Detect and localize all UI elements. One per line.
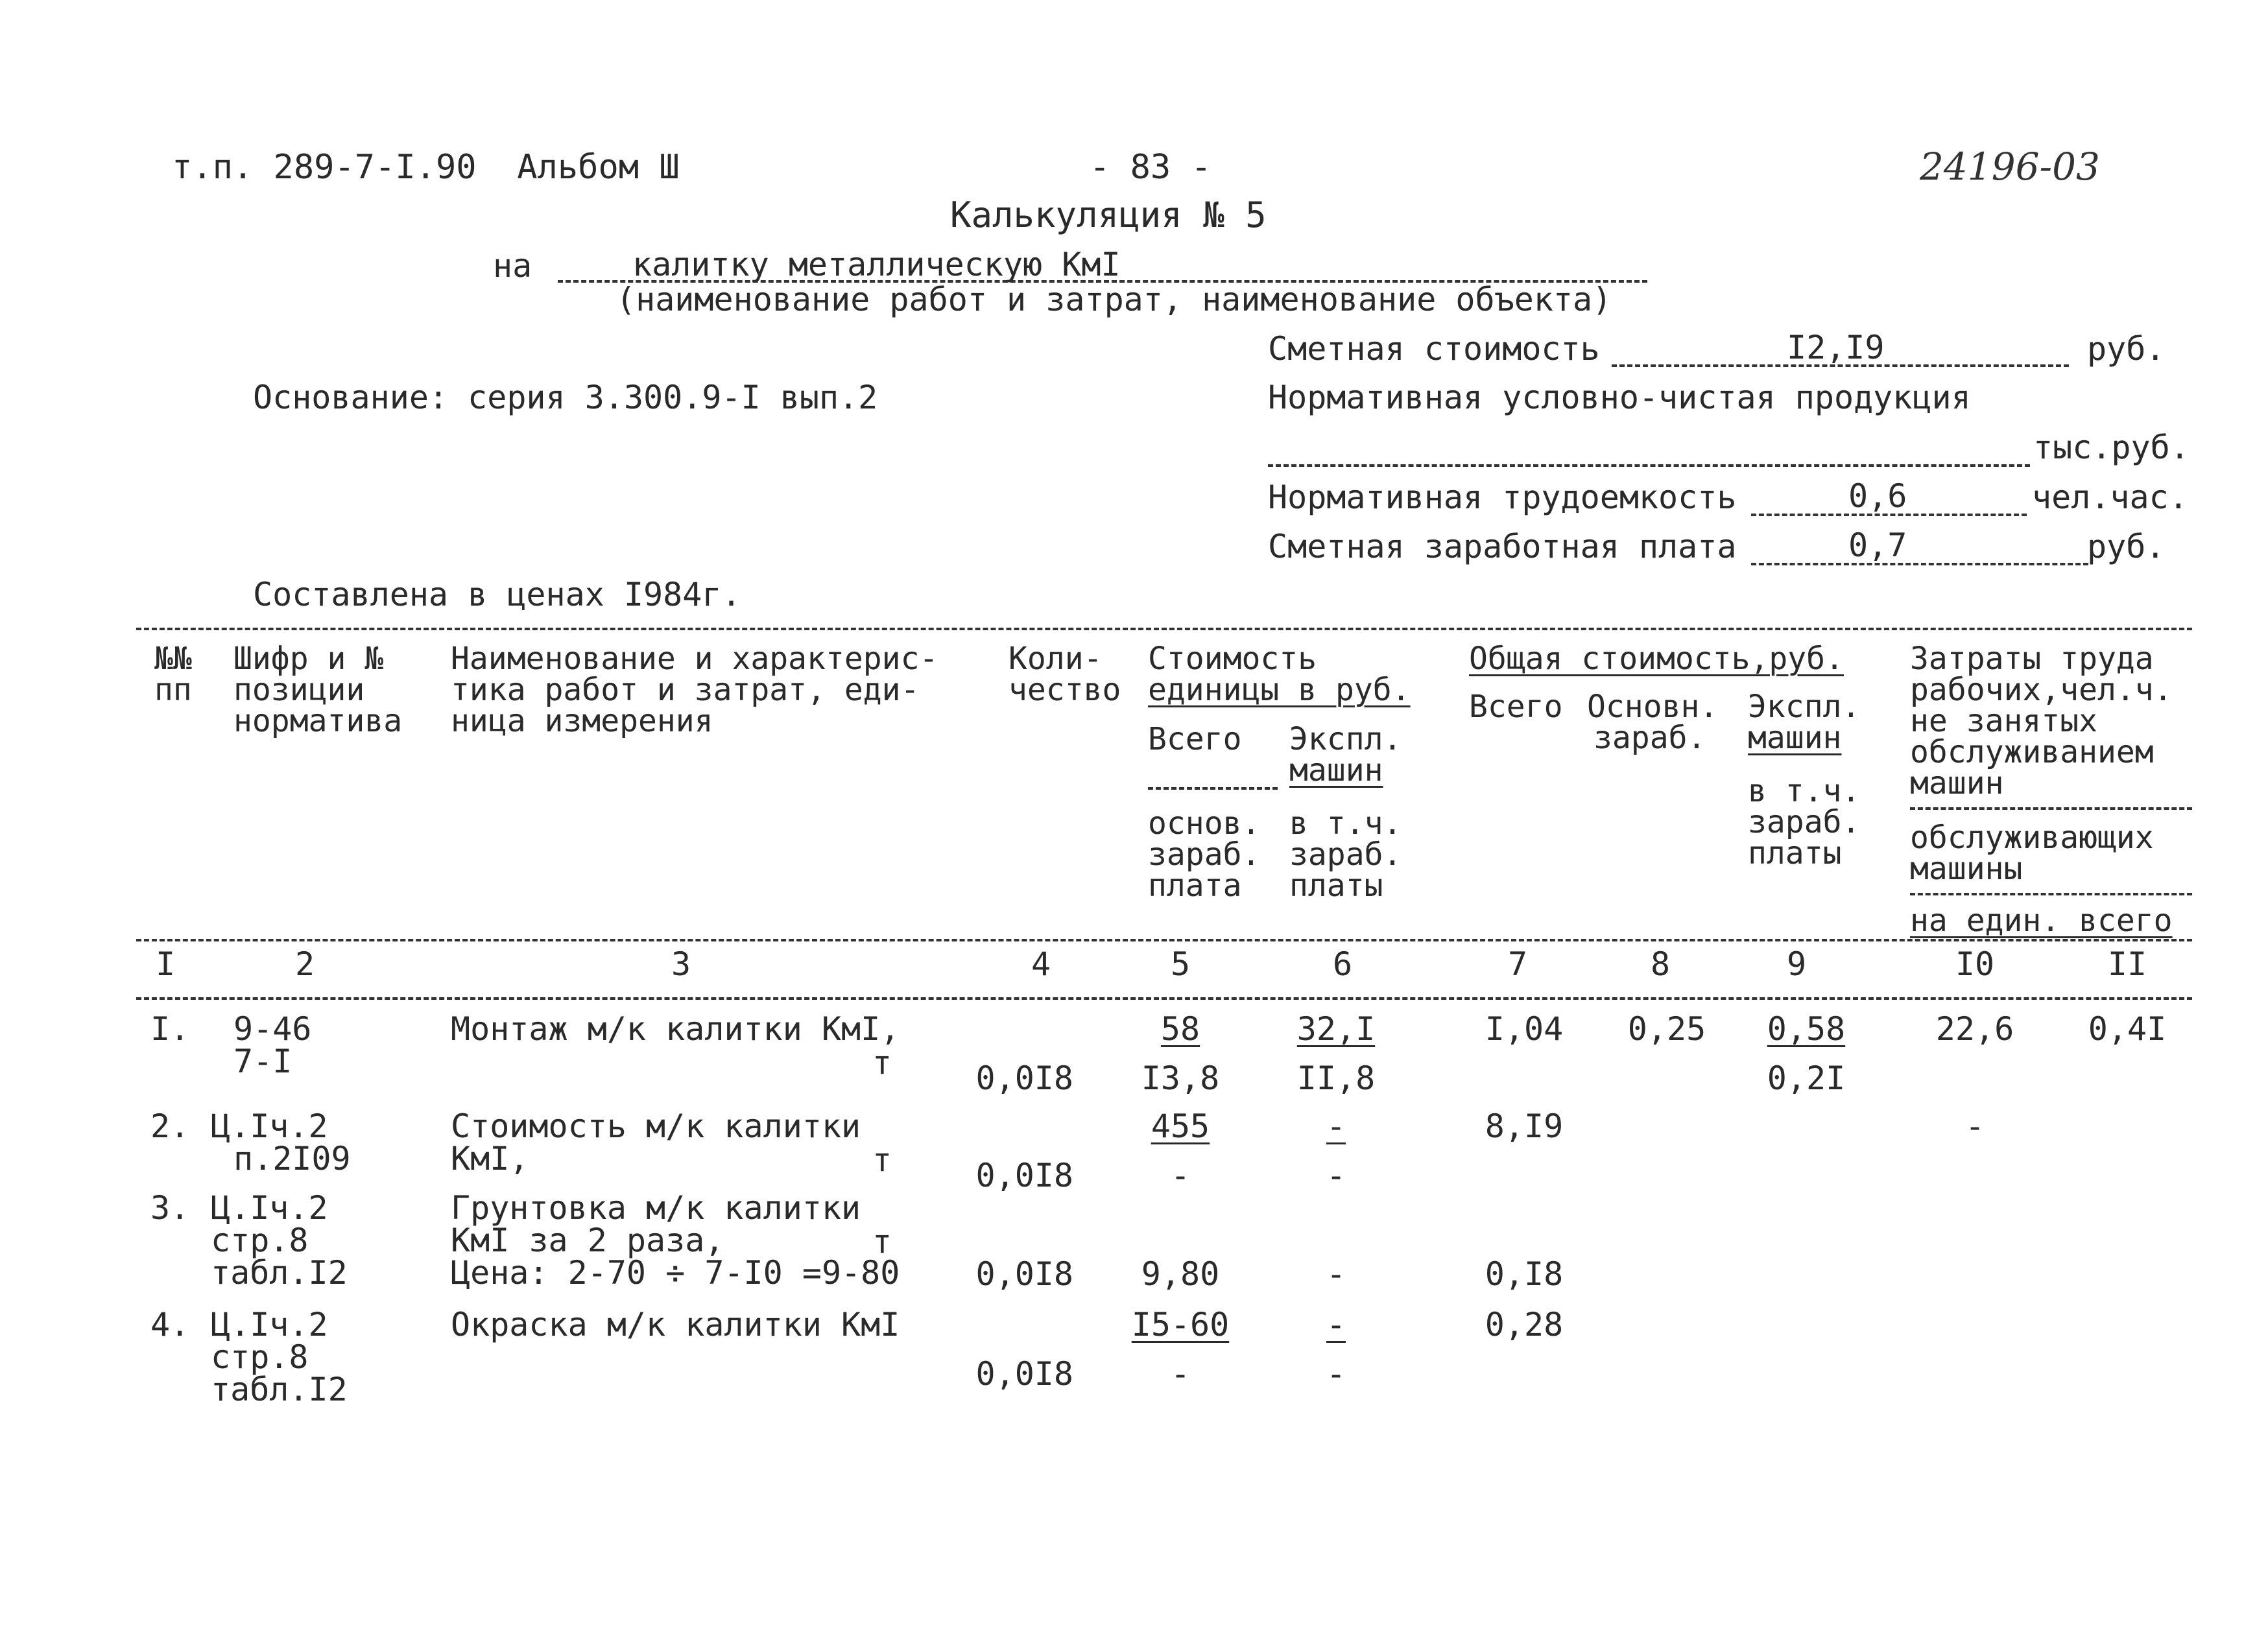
col1011-header-line4: обслуживанием	[1910, 734, 2154, 770]
basis-text: Основание: серия 3.300.9-I вып.2	[253, 379, 878, 416]
labor-unit: чел.час.	[2032, 479, 2188, 516]
row2-code-line1: Ц.Iч.2	[211, 1107, 328, 1145]
row2-qty: 0,0I8	[975, 1157, 1073, 1194]
product-label: Нормативная условно-чистая продукция	[1268, 379, 1971, 416]
row4-qty: 0,0I8	[975, 1355, 1073, 1393]
page-number: - 83 -	[1090, 148, 1212, 187]
row3-name-line2: КмI за 2 раза,	[451, 1222, 724, 1259]
row2-num: 2.	[150, 1107, 190, 1145]
row2-total: 8,I9	[1485, 1107, 1564, 1145]
row1-total-mach: 0,58	[1767, 1010, 1846, 1048]
colnum-2: 2	[294, 945, 315, 983]
row2-labor-unit: -	[1964, 1107, 1985, 1145]
col6-header-line3: в т.ч.	[1289, 805, 1402, 842]
colnum-4: 4	[1031, 945, 1051, 983]
col9-header-line2: машин	[1748, 720, 1842, 756]
table-numbers-bottom-line	[136, 997, 2192, 1000]
row2-name-line2: КмI,	[451, 1140, 529, 1177]
row1-unit-mach: 32,I	[1296, 1010, 1376, 1048]
col5-header-line2: основ.	[1148, 805, 1261, 842]
product-line	[1268, 464, 2030, 467]
colnum-9: 9	[1786, 945, 1807, 983]
colnum-11: II	[2107, 945, 2147, 983]
row1-num: I.	[150, 1010, 190, 1048]
cost-unit: руб.	[2087, 330, 2166, 368]
col8-header-line1: Основн.	[1587, 689, 1719, 725]
row1-total-wage: 0,25	[1627, 1010, 1706, 1048]
row1-code-line1: 9-46	[233, 1010, 312, 1048]
col1011-divider2	[1910, 893, 2192, 895]
row3-unit-total: 9,80	[1141, 1255, 1220, 1293]
table-top-line	[136, 628, 2192, 630]
col9-header-line5: платы	[1748, 835, 1842, 871]
row3-name-line1: Грунтовка м/к калитки	[451, 1189, 861, 1227]
col1011-header-line3: не занятых	[1910, 703, 2097, 739]
row1-labor-total: 0,4I	[2088, 1010, 2167, 1048]
row3-qty: 0,0I8	[975, 1255, 1073, 1293]
row1-unit-wage: I3,8	[1141, 1059, 1220, 1097]
col1011-header-line8: на един. всего	[1910, 903, 2173, 939]
col9-header-line4: зараб.	[1748, 804, 1861, 840]
col2-header-line2: позиции	[233, 672, 365, 708]
row2-unit: т	[872, 1141, 892, 1179]
row4-code-line3: табл.I2	[211, 1371, 348, 1408]
col3-header-line2: тика работ и затрат, еди-	[451, 672, 920, 708]
row4-name: Окраска м/к калитки КмI	[451, 1306, 900, 1343]
document-reference: т.п. 289-7-I.90 Альбом Ш	[172, 148, 680, 187]
col1-header-line2: пп	[154, 672, 192, 708]
wage-line	[1751, 563, 2088, 565]
col6-header-line4: зараб.	[1289, 836, 1402, 873]
cost-value: I2,I9	[1787, 329, 1885, 366]
col6-header-line2: машин	[1289, 752, 1383, 788]
col789-header-top: Общая стоимость,руб.	[1469, 641, 1844, 677]
col6-header-line1: Экспл.	[1289, 721, 1402, 757]
col56-header-line1: Стоимость	[1148, 641, 1317, 677]
colnum-3: 3	[671, 945, 691, 983]
row1-unit-mach-wage: II,8	[1296, 1059, 1376, 1097]
object-caption: (наименование работ и затрат, наименование объекта)	[616, 281, 1612, 318]
object-name: калитку металлическую КмI	[632, 246, 1121, 283]
col1011-header-line6: обслуживающих	[1910, 820, 2154, 856]
wage-value: 0,7	[1848, 526, 1907, 564]
row4-unit-total: I5-60	[1131, 1306, 1230, 1343]
colnum-6: 6	[1332, 945, 1353, 983]
row2-code-line2: п.2I09	[233, 1140, 351, 1177]
labor-value: 0,6	[1848, 477, 1907, 515]
colnum-8: 8	[1650, 945, 1671, 983]
col6-header-line5: платы	[1289, 868, 1383, 904]
row3-num: 3.	[150, 1189, 190, 1227]
compiled-prices: Составлена в ценах I984г.	[253, 576, 741, 613]
col5-header-line4: плата	[1148, 868, 1242, 904]
row1-name: Монтаж м/к калитки КмI,	[451, 1010, 900, 1048]
row3-name-line3: Цена: 2-70 ÷ 7-I0 =9-80	[451, 1254, 900, 1292]
object-on-label: на	[493, 247, 532, 285]
product-unit: тыс.руб.	[2033, 429, 2190, 466]
colnum-1: I	[155, 945, 176, 983]
row4-code-line2: стр.8	[211, 1338, 309, 1376]
col1011-divider1	[1910, 807, 2192, 810]
row3-code-line1: Ц.Iч.2	[211, 1189, 328, 1227]
col1011-header-line2: рабочих,чел.ч.	[1910, 672, 2173, 708]
row2-unit-wage: -	[1170, 1157, 1191, 1194]
col9-header-line1: Экспл.	[1748, 689, 1861, 725]
row1-total-mach-wage: 0,2I	[1767, 1059, 1846, 1097]
row2-name-line1: Стоимость м/к калитки	[451, 1107, 861, 1145]
row4-total: 0,28	[1485, 1306, 1564, 1343]
wage-label: Сметная заработная плата	[1268, 528, 1737, 565]
row3-unit-mach: -	[1326, 1255, 1346, 1293]
col5-header-divider	[1148, 787, 1278, 790]
col3-header-line1: Наименование и характерис-	[451, 641, 938, 677]
handwritten-code: 24196-03	[1920, 145, 2100, 189]
colnum-5: 5	[1170, 945, 1191, 983]
col4-header-line2: чество	[1009, 672, 1121, 708]
col4-header-line1: Коли-	[1009, 641, 1103, 677]
col8-header-line2: зараб.	[1594, 720, 1706, 756]
col3-header-line3: ница измерения	[451, 703, 713, 739]
row2-unit-total: 455	[1151, 1107, 1210, 1145]
page-title: Калькуляция № 5	[950, 195, 1267, 235]
row3-unit: т	[872, 1223, 892, 1260]
row1-unit-total: 58	[1160, 1010, 1200, 1048]
row2-unit-mach-wage: -	[1326, 1157, 1346, 1194]
col5-header-line3: зараб.	[1148, 836, 1261, 873]
row3-total: 0,I8	[1485, 1255, 1564, 1293]
row4-code-line1: Ц.Iч.2	[211, 1306, 328, 1343]
row3-code-line2: стр.8	[211, 1222, 309, 1259]
col1011-header-line5: машин	[1910, 765, 2004, 801]
colnum-7: 7	[1507, 945, 1528, 983]
row3-code-line3: табл.I2	[211, 1254, 348, 1292]
row2-unit-mach: -	[1326, 1107, 1346, 1145]
col7-header: Всего	[1469, 689, 1563, 725]
colnum-10: I0	[1955, 945, 1995, 983]
col9-header-line3: в т.ч.	[1748, 773, 1861, 809]
row1-code-line2: 7-I	[233, 1043, 292, 1080]
table-header-bottom-line	[136, 939, 2192, 941]
col1-header-line1: №№	[154, 641, 192, 677]
wage-unit: руб.	[2087, 528, 2166, 565]
row1-labor-unit: 22,6	[1935, 1010, 2014, 1048]
row4-num: 4.	[150, 1306, 190, 1343]
row4-unit-mach-wage: -	[1326, 1355, 1346, 1393]
row4-unit-wage: -	[1170, 1355, 1191, 1393]
labor-label: Нормативная трудоемкость	[1268, 479, 1737, 516]
col5-header-total: Всего	[1148, 721, 1242, 757]
row1-qty: 0,0I8	[975, 1059, 1073, 1097]
col1011-header-line7: машины	[1910, 851, 2023, 887]
col2-header-line1: Шифр и №	[233, 641, 384, 677]
cost-label: Сметная стоимость	[1268, 330, 1600, 368]
col1011-header-line1: Затраты труда	[1910, 641, 2154, 677]
row1-total: I,04	[1485, 1010, 1564, 1048]
row1-unit: т	[872, 1044, 892, 1082]
row4-unit-mach: -	[1326, 1306, 1346, 1343]
col2-header-line3: норматива	[233, 703, 403, 739]
col56-header-line2: единицы в руб.	[1148, 672, 1411, 708]
